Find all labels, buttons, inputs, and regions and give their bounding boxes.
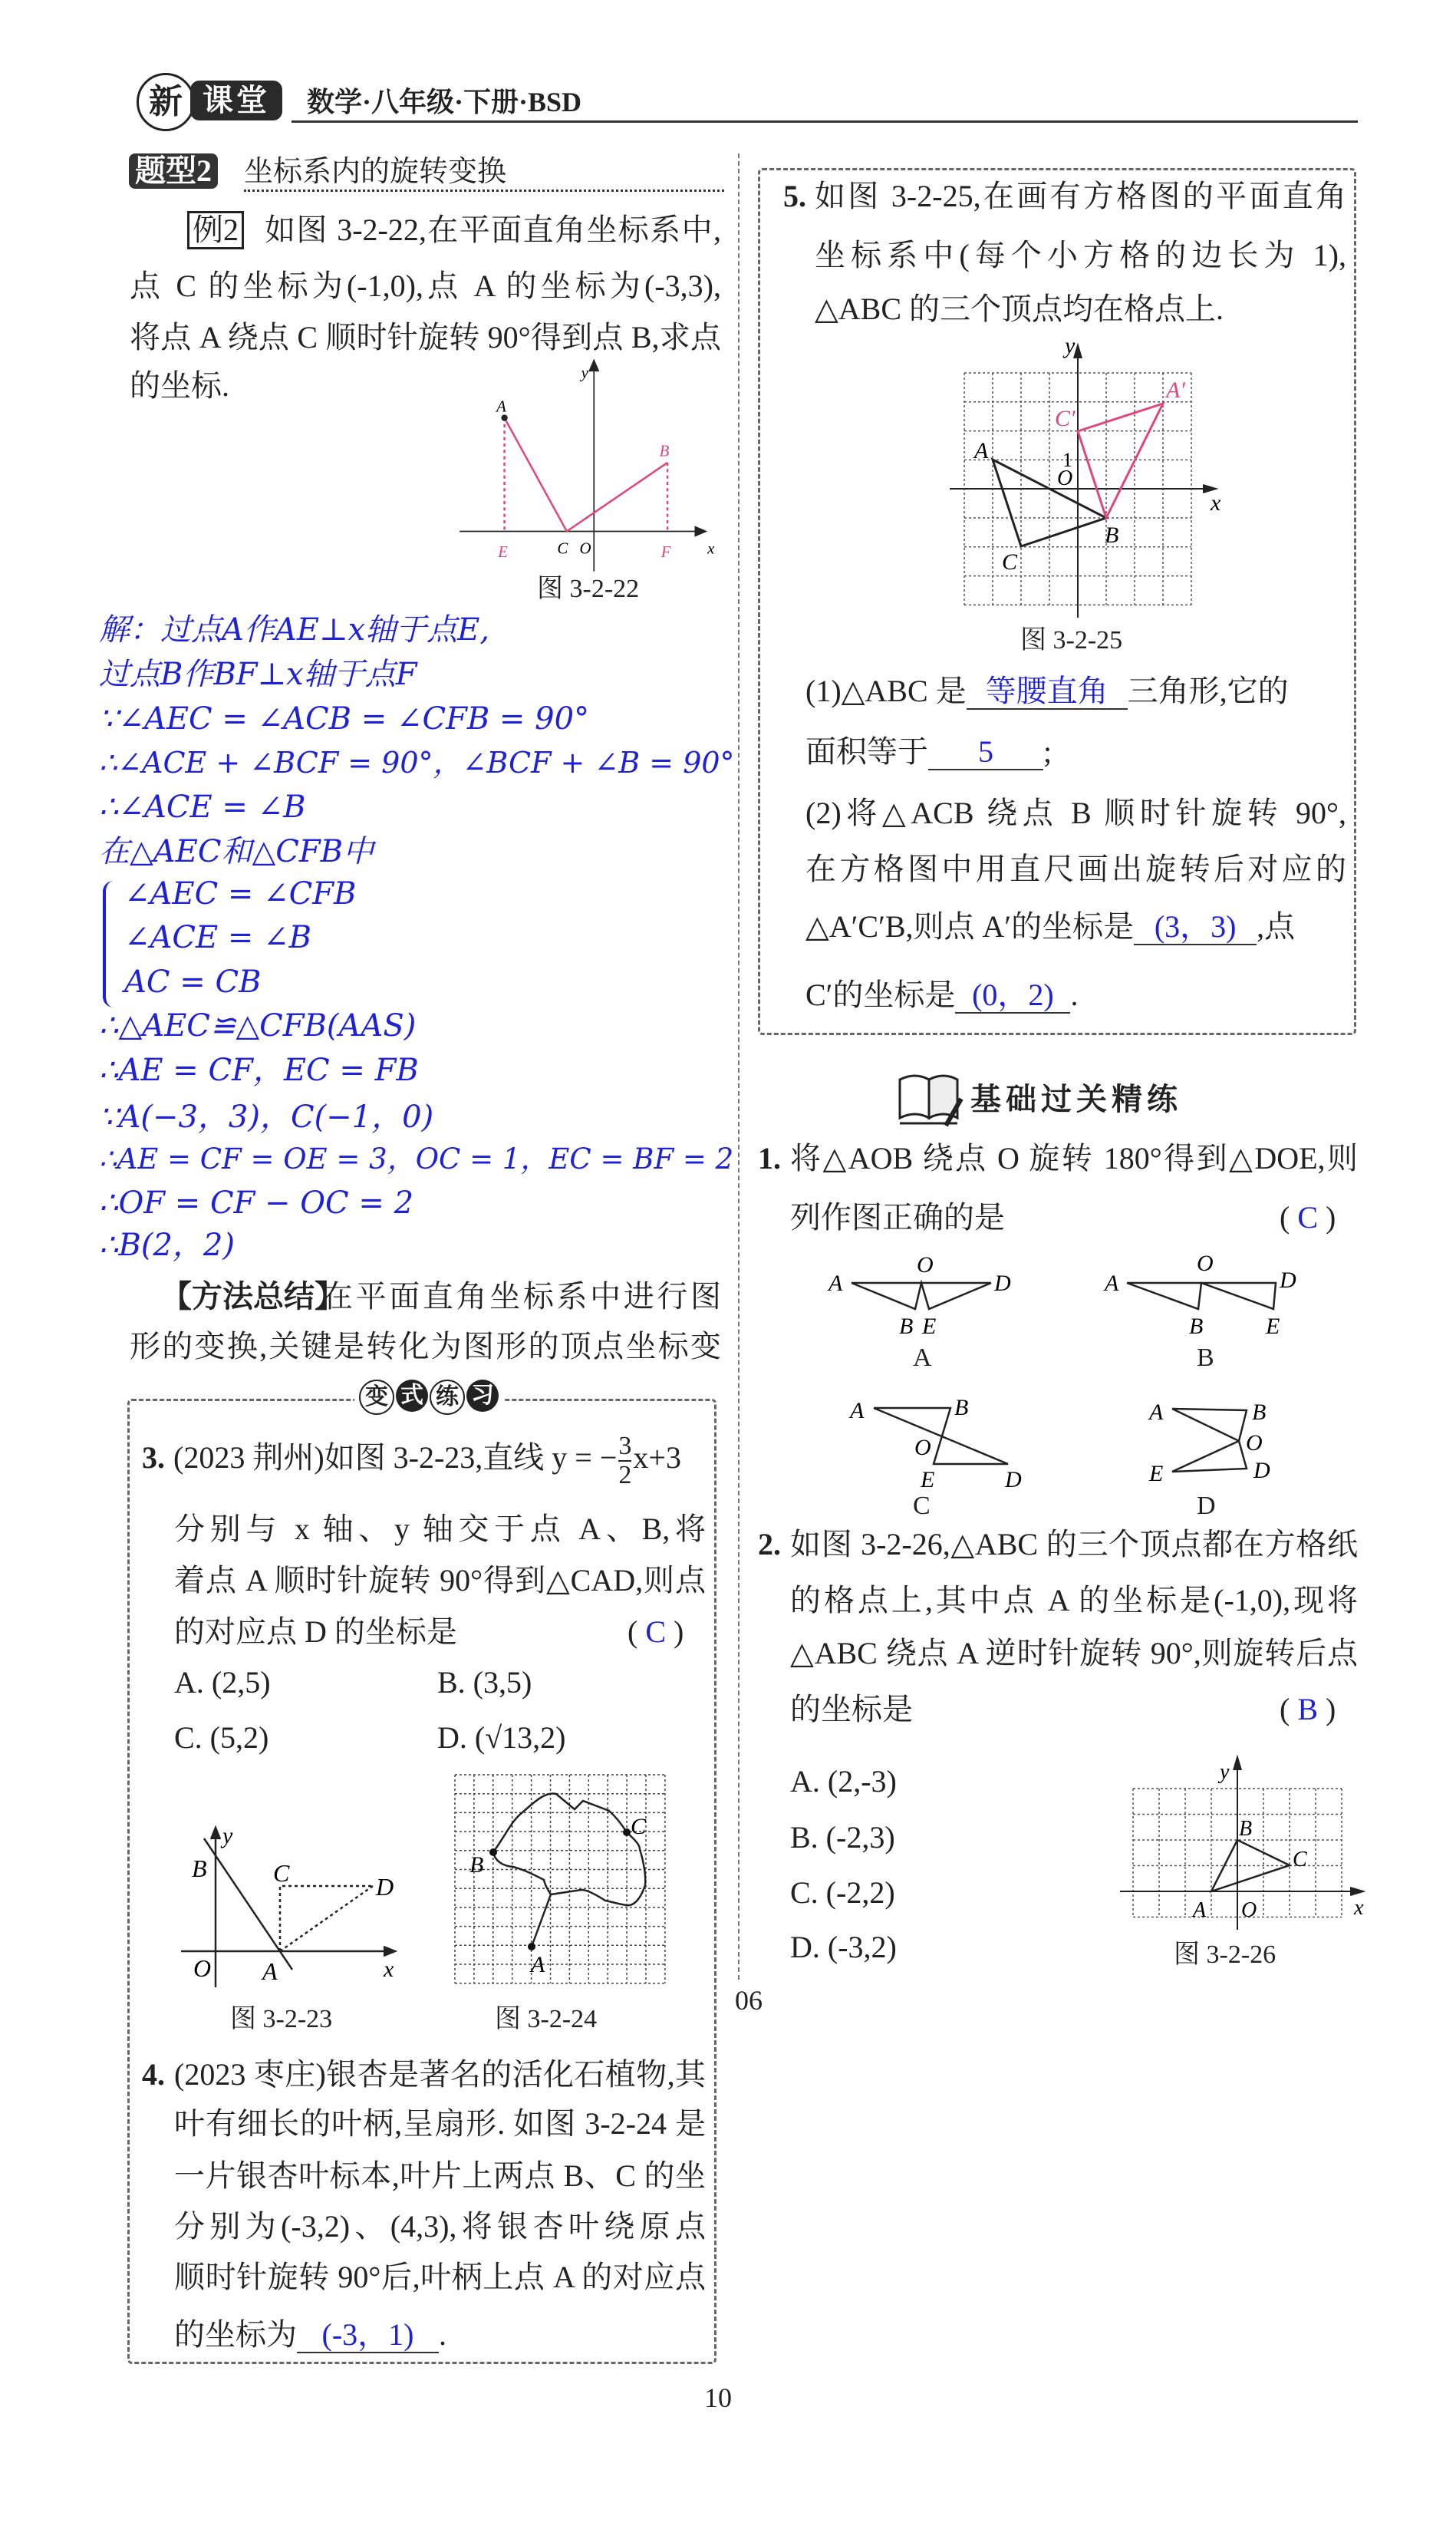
solution-line: ∴∠ACE + ∠BCF = 90°，∠BCF + ∠B = 90°	[99, 746, 735, 780]
option-caption: B	[1197, 1344, 1214, 1372]
point-c-label: C	[631, 1814, 647, 1839]
option: C. (5,2)	[174, 1720, 269, 1755]
point-f-label: F	[660, 542, 671, 561]
point-a-label: A	[262, 1957, 278, 1985]
figure-3-2-24	[449, 1769, 671, 1991]
part-2-line: 在方格图中用直尺画出旋转后对应的	[805, 852, 1346, 886]
column-divider	[738, 153, 740, 1980]
badge-char: 练	[430, 1380, 465, 1415]
part-1-area	[805, 733, 1052, 771]
example-line: 如图 3-2-22,在平面直角坐标系中,	[265, 213, 721, 247]
question-text-part: 面积等于	[805, 734, 928, 769]
question-line: 将△AOB 绕点 O 旋转 180°得到△DOE,则	[790, 1141, 1358, 1175]
question-text-part: ;	[1043, 734, 1052, 769]
figure-caption: 图 3-2-25	[1020, 626, 1123, 655]
question-number: 4.	[142, 2057, 165, 2092]
unit-label: 1	[1062, 449, 1072, 471]
figure-caption: 图 3-2-24	[495, 2005, 598, 2033]
question-line: 分别为(-3,2)、(4,3),将银杏叶绕原点	[174, 2209, 706, 2244]
fig-c-label-b: B	[954, 1395, 969, 1420]
axis-x-label: x	[1354, 1896, 1364, 1920]
fig-b-label-a: A	[1105, 1271, 1119, 1296]
question-line: 如图 3-2-26,△ABC 的三个顶点都在方格纸	[790, 1527, 1358, 1561]
question-text-part: 的坐标为	[174, 2317, 297, 2352]
example-line: 将点 A 绕点 C 顺时针旋转 90°得到点 B,求点	[130, 320, 721, 354]
fig-b-label-e: E	[1266, 1314, 1280, 1339]
figure-3-2-26	[1112, 1749, 1373, 1937]
axis-y-label: y	[1065, 333, 1076, 358]
option: D. (-3,2)	[790, 1930, 897, 1964]
badge-char: 式	[396, 1380, 428, 1412]
point-c-label: C	[1002, 549, 1018, 575]
question-text-part: ,点	[1257, 909, 1296, 944]
section-badge: 题型2	[129, 153, 218, 189]
question-text-part: .	[439, 2317, 446, 2352]
point-b-label: B	[1105, 523, 1119, 548]
answer-blank: (3，3)	[1134, 910, 1257, 945]
question-line: 的对应点 D 的坐标是	[174, 1614, 457, 1649]
point-e-label: E	[498, 542, 508, 561]
question-line: 叶有细长的叶柄,呈扇形. 如图 3-2-24 是	[174, 2106, 706, 2141]
question-number: 5.	[783, 179, 806, 213]
solution-line: ∴OF = CF − OC = 2	[99, 1185, 414, 1221]
question-line: (2023 枣庄)银杏是著名的活化石植物,其	[174, 2057, 706, 2092]
page-number-right: 06	[735, 1985, 763, 2016]
part-2-line: (2)将△ACB 绕点 B 顺时针旋转 90°,	[805, 796, 1346, 830]
option-caption: A	[913, 1344, 932, 1372]
point-c-prime-label: C′	[1055, 406, 1076, 431]
fig-a-label-d: D	[994, 1271, 1011, 1296]
solution-line: 在△AEC和△CFB中	[99, 834, 374, 869]
point-b-label: B	[192, 1855, 207, 1882]
question-number: 3.	[142, 1440, 165, 1475]
fig-b-label-b: B	[1189, 1314, 1204, 1339]
fig-b-label-d: D	[1280, 1268, 1296, 1293]
point-d-label: D	[376, 1873, 394, 1901]
page-number-left: 10	[704, 2382, 732, 2413]
solution-line: AC = CB	[124, 964, 262, 1000]
question-line	[174, 2316, 446, 2354]
solution-line: ∴B(2，2)	[99, 1228, 235, 1263]
figure-caption: 图 3-2-26	[1174, 1940, 1276, 1969]
fig-c-label-o: O	[914, 1435, 931, 1460]
fig-c-label-e: E	[921, 1467, 935, 1492]
fig-a-label-o: O	[917, 1252, 934, 1278]
fig-d-label-d: D	[1253, 1458, 1270, 1483]
option: D. (√13,2)	[437, 1720, 566, 1755]
axis-x-label: x	[384, 1957, 394, 1982]
question-number: 1.	[758, 1141, 781, 1175]
solution-line: ∵A(−3，3)，C(−1，0)	[99, 1100, 434, 1135]
question-line: 的坐标是	[790, 1692, 913, 1726]
header-subject: 数学·八年级·下册·BSD	[307, 87, 582, 117]
question-text-part: (2023 荆州)如图 3-2-23,直线 y = −	[173, 1440, 618, 1475]
option: B. (-2,3)	[790, 1820, 895, 1855]
part-2-answer-line	[805, 976, 1078, 1014]
q1-option-figures	[813, 1251, 1365, 1527]
example-line: 点 C 的坐标为(-1,0),点 A 的坐标为(-3,3),	[130, 269, 721, 303]
figure-3-2-22	[455, 349, 723, 579]
answer-choice: ( C )	[1280, 1200, 1336, 1235]
question-text-part: .	[1070, 978, 1079, 1012]
option: B. (3,5)	[437, 1665, 532, 1700]
question-line: 坐标系中(每个小方格的边长为 1),	[815, 238, 1346, 272]
option: C. (-2,2)	[790, 1875, 895, 1910]
fig-d-label-b: B	[1252, 1400, 1267, 1425]
answer-value: C	[645, 1614, 667, 1649]
fig-d-label-o: O	[1246, 1430, 1263, 1456]
solution-line: ∴AE = CF，EC = FB	[99, 1053, 419, 1088]
point-a-label: A	[1193, 1898, 1207, 1922]
point-c-label: C	[1293, 1848, 1307, 1871]
fraction-numerator: 3	[618, 1431, 632, 1460]
point-a-label: A	[496, 397, 506, 416]
point-a-label: A	[531, 1952, 545, 1977]
fig-a-label-a: A	[828, 1271, 843, 1296]
answer-choice: ( B )	[1280, 1692, 1336, 1726]
header-rule	[292, 120, 1358, 123]
option: A. (2,-3)	[790, 1764, 897, 1799]
figure-caption: 图 3-2-23	[230, 2005, 333, 2033]
question-line: 分别与 x 轴、y 轴交于点 A、B,将	[174, 1512, 706, 1546]
basics-title: 基础过关精练	[970, 1082, 1182, 1117]
fraction-denominator: 2	[618, 1460, 632, 1489]
origin-label: O	[1241, 1898, 1257, 1922]
section-title: 坐标系内的旋转变换	[244, 154, 507, 188]
question-number: 2.	[758, 1527, 781, 1561]
axis-x-label: x	[707, 539, 715, 558]
answer-value: B	[1297, 1692, 1319, 1726]
figure-3-2-23	[169, 1818, 407, 1991]
logo-ketang: 课堂	[190, 81, 282, 120]
answer-choice: ( C )	[628, 1614, 684, 1649]
axis-x-label: x	[1211, 490, 1221, 516]
fig-d-label-a: A	[1149, 1400, 1164, 1425]
axis-y-label: y	[1220, 1760, 1230, 1784]
question-line: △ABC 绕点 A 逆时针旋转 90°,则旋转后点	[790, 1636, 1358, 1670]
axis-y-label: y	[222, 1823, 233, 1848]
example-line: 的坐标.	[130, 368, 229, 403]
question-line: 的格点上,其中点 A 的坐标是(-1,0),现将	[790, 1583, 1358, 1617]
axis-y-label: y	[581, 363, 588, 382]
point-c-label: C	[557, 539, 568, 558]
solution-line: 解：过点A作AE⊥x轴于点E,	[99, 612, 490, 648]
section-rule	[244, 190, 724, 192]
question-text-part: △A′C′B,则点 A′的坐标是	[805, 909, 1135, 944]
question-line: 如图 3-2-25,在画有方格图的平面直角	[815, 179, 1346, 213]
question-line: 顺时针旋转 90°后,叶柄上点 A 的对应点	[174, 2260, 706, 2294]
origin-label: O	[1057, 467, 1073, 490]
fig-a-label-b: B	[899, 1314, 914, 1339]
question-text-part: C′的坐标是	[805, 978, 956, 1012]
solution-line: ∴∠ACE = ∠B	[99, 790, 306, 825]
fig-b-label-o: O	[1197, 1251, 1214, 1276]
answer-blank: (-3，1)	[297, 2318, 439, 2353]
point-b-label: B	[1239, 1817, 1253, 1841]
origin-label: O	[193, 1954, 212, 1982]
answer-blank: 5	[928, 735, 1043, 770]
solution-line: ∠ACE = ∠B	[124, 920, 312, 955]
fig-c-label-d: D	[1005, 1467, 1022, 1492]
origin-label: O	[579, 539, 591, 558]
question-text-part: x+3	[633, 1440, 681, 1475]
option: A. (2,5)	[174, 1665, 271, 1700]
fig-a-label-e: E	[922, 1314, 937, 1339]
part-1	[805, 672, 1289, 711]
question-line: △ABC 的三个顶点均在格点上.	[815, 292, 1224, 326]
figure-3-2-25	[936, 330, 1227, 622]
practice-badge	[354, 1380, 503, 1415]
question-line: 一片银杏叶标本,叶片上两点 B、C 的坐	[174, 2158, 706, 2193]
point-a-prime-label: A′	[1166, 378, 1185, 403]
example-badge: 例2	[187, 211, 244, 249]
book-icon	[896, 1068, 965, 1129]
answer-blank: 等腰直角	[967, 674, 1128, 710]
point-c-label: C	[273, 1859, 290, 1887]
method-summary-text: 在平面直角坐标系中进行图	[322, 1279, 721, 1314]
brace	[103, 881, 117, 1007]
solution-line: ∠AEC = ∠CFB	[124, 876, 357, 912]
question-line: 着点 A 顺时针旋转 90°得到△CAD,则点	[174, 1563, 706, 1598]
solution-line: ∵∠AEC = ∠ACB = ∠CFB = 90°	[99, 701, 590, 737]
question-text-part: 三角形,它的	[1127, 674, 1289, 708]
question-line: 列作图正确的是	[790, 1200, 1005, 1235]
method-summary-text: 形的变换,关键是转化为图形的顶点坐标变	[130, 1329, 721, 1363]
part-2-answer-line	[805, 908, 1295, 946]
fraction	[618, 1433, 631, 1489]
option-caption: C	[913, 1492, 931, 1520]
answer-value: C	[1297, 1200, 1319, 1235]
point-b-label: B	[469, 1852, 484, 1878]
badge-char: 变	[359, 1380, 394, 1415]
solution-line: 过点B作BF⊥x轴于点F	[99, 657, 417, 692]
option-caption: D	[1197, 1492, 1216, 1520]
method-summary-label: 【方法总结】	[161, 1279, 345, 1314]
solution-line: ∴AE = CF = OE = 3，OC = 1，EC = BF = 2	[99, 1143, 734, 1175]
figure-caption: 图 3-2-22	[537, 575, 640, 603]
fig-c-label-a: A	[850, 1398, 865, 1423]
fig-d-label-e: E	[1149, 1461, 1164, 1486]
point-b-label: B	[659, 441, 670, 460]
question-text	[173, 1426, 681, 1490]
answer-blank: (0，2)	[955, 978, 1070, 1014]
point-a-label: A	[974, 438, 989, 463]
solution-line: ∴△AEC≌△CFB(AAS)	[99, 1008, 417, 1044]
badge-char: 习	[466, 1380, 499, 1412]
logo-xin: 新	[137, 73, 195, 131]
question-text-part: (1)△ABC 是	[805, 674, 967, 708]
